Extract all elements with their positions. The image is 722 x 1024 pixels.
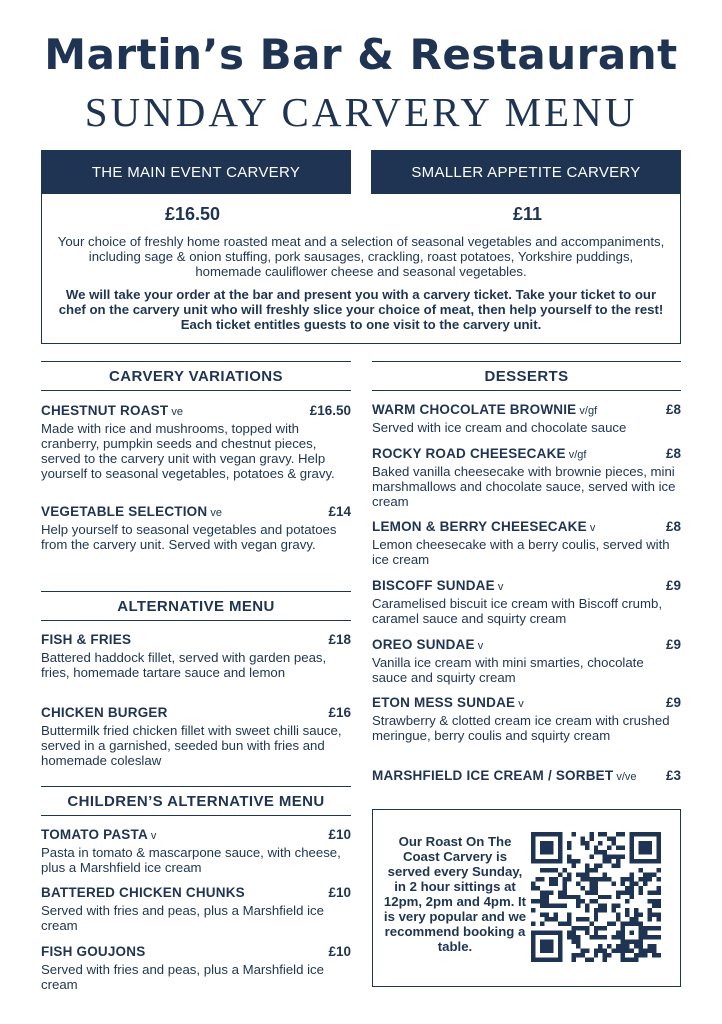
menu-item <box>372 577 681 626</box>
item-name: CHICKEN BURGER <box>41 705 168 720</box>
item-description: Caramelised biscuit ice cream with Biscoff crumb, caramel sauce and squirty cream <box>372 596 662 626</box>
section-heading-variations: CARVERY VARIATIONS <box>41 361 351 391</box>
item-description: Strawberry & clotted cream ice cream with crushed meringue, berry coulis and squirty cream <box>372 713 670 743</box>
menu-item <box>41 943 351 992</box>
qr-code-icon[interactable] <box>531 832 661 962</box>
item-name: WARM CHOCOLATE BROWNIE <box>372 402 577 417</box>
main-price: £16.50 <box>165 204 221 224</box>
diet-tag: ve <box>210 507 222 519</box>
item-description: Served with ice cream and chocolate sauce <box>372 420 627 435</box>
item-price: £8 <box>665 519 681 534</box>
diet-tag: v <box>150 830 157 842</box>
item-description: Vanilla ice cream with mini smarties, chocolate sauce and squirty cream <box>372 655 644 685</box>
section-heading-alternative: ALTERNATIVE MENU <box>41 591 351 621</box>
item-description: Pasta in tomato & mascarpone sauce, with cheese, plus a Marshfield ice cream <box>41 845 341 875</box>
diet-tag: ve <box>171 406 183 418</box>
item-name: FISH & FRIES <box>41 632 132 647</box>
item-price: £8 <box>665 446 681 461</box>
carvery-description: Your choice of freshly home roasted meat and a selection of seasonal vegetables and accompaniments, including sage & onion stuffing, pork sausages, crackling, roast potatoes, Yorkshire puddings, homemade cauliflower cheese and seasonal vegetables. <box>57 234 665 279</box>
item-name: BATTERED CHICKEN CHUNKS <box>41 885 245 900</box>
menu-item <box>41 884 351 933</box>
diet-tag: v <box>477 640 484 652</box>
diet-tag: v <box>518 698 524 710</box>
item-description: Help yourself to seasonal vegetables and potatoes from the carvery unit. Served with vegan gravy. <box>41 522 337 552</box>
item-price: £16 <box>328 705 351 720</box>
diet-tag: v <box>589 522 596 534</box>
menu-item <box>41 704 351 768</box>
item-description: Served with fries and peas, plus a Marshfield ice cream <box>41 962 324 992</box>
menu-item <box>372 401 681 435</box>
item-name: CHESTNUT ROAST <box>41 403 169 418</box>
page-title: Martin’s Bar & Restaurant <box>44 30 678 79</box>
menu-item <box>372 445 681 509</box>
item-name: VEGETABLE SELECTION <box>41 504 208 519</box>
diet-tag: v <box>497 581 504 593</box>
item-price: £8 <box>665 402 681 417</box>
menu-item <box>372 767 681 785</box>
item-price: £10 <box>328 827 351 842</box>
small-price: £11 <box>513 204 543 224</box>
item-price: £9 <box>665 695 681 710</box>
diet-tag: v/gf <box>579 405 598 417</box>
item-name: BISCOFF SUNDAE <box>372 578 495 593</box>
item-description: Buttermilk fried chicken fillet with sweet chilli sauce, served in a garnished, seeded bun with fries and homemade coleslaw <box>41 723 342 768</box>
section-heading-desserts: DESSERTS <box>372 361 681 391</box>
menu-item <box>41 503 351 552</box>
menu-item <box>41 402 351 481</box>
carvery-instructions: We will take your order at the bar and present you with a carvery ticket. Take your ticket to our chef on the carvery unit who will freshly slice your choice of meat, then help yourself to the rest! Each ticket entitles guests to one visit to the carvery unit. <box>58 287 664 332</box>
item-name: LEMON & BERRY CHEESECAKE <box>372 519 587 534</box>
item-name: TOMATO PASTA <box>41 827 148 842</box>
item-description: Lemon cheesecake with a berry coulis, served with ice cream <box>372 537 670 567</box>
item-name: ROCKY ROAD CHEESECAKE <box>372 446 566 461</box>
item-name: OREO SUNDAE <box>372 637 475 652</box>
item-price: £3 <box>665 768 681 783</box>
menu-item <box>372 518 681 567</box>
tab-smaller-appetite: SMALLER APPETITE CARVERY <box>371 150 681 194</box>
item-description: Battered haddock fillet, served with garden peas, fries, homemade tartare sauce and lemon <box>41 650 327 680</box>
item-name: ETON MESS SUNDAE <box>372 695 516 710</box>
diet-tag: v/gf <box>568 449 587 461</box>
item-description: Made with rice and mushrooms, topped with cranberry, pumpkin seeds and chestnut pieces, served to the carvery unit with vegan gravy. Help yourself to seasonal vegetables, potatoes & gravy. <box>41 421 335 481</box>
menu-item <box>372 694 681 743</box>
item-price: £16.50 <box>309 403 351 418</box>
menu-item <box>372 636 681 685</box>
item-description: Baked vanilla cheesecake with brownie pieces, mini marshmallows and chocolate sauce, served with ice cream <box>372 464 676 509</box>
item-price: £9 <box>665 578 681 593</box>
item-price: £18 <box>328 632 351 647</box>
item-price: £9 <box>665 637 681 652</box>
tab-gap <box>351 150 371 194</box>
item-price: £14 <box>328 504 351 519</box>
promo-text: Our Roast On The Coast Carvery is served every Sunday, in 2 hour sittings at 12pm, 2pm and 4pm. It is very popular and we recommend booking a table. <box>383 834 527 954</box>
diet-tag: v/ve <box>616 771 637 783</box>
menu-subtitle: SUNDAY CARVERY MENU <box>84 89 638 135</box>
item-name: MARSHFIELD ICE CREAM / SORBET <box>372 768 614 783</box>
tab-main-event: THE MAIN EVENT CARVERY <box>41 150 351 194</box>
menu-item <box>41 826 351 875</box>
item-name: FISH GOUJONS <box>41 944 146 959</box>
item-description: Served with fries and peas, plus a Marshfield ice cream <box>41 903 324 933</box>
menu-item <box>41 631 351 680</box>
section-heading-children: CHILDREN’S ALTERNATIVE MENU <box>41 786 351 816</box>
item-price: £10 <box>328 885 351 900</box>
item-price: £10 <box>328 944 351 959</box>
